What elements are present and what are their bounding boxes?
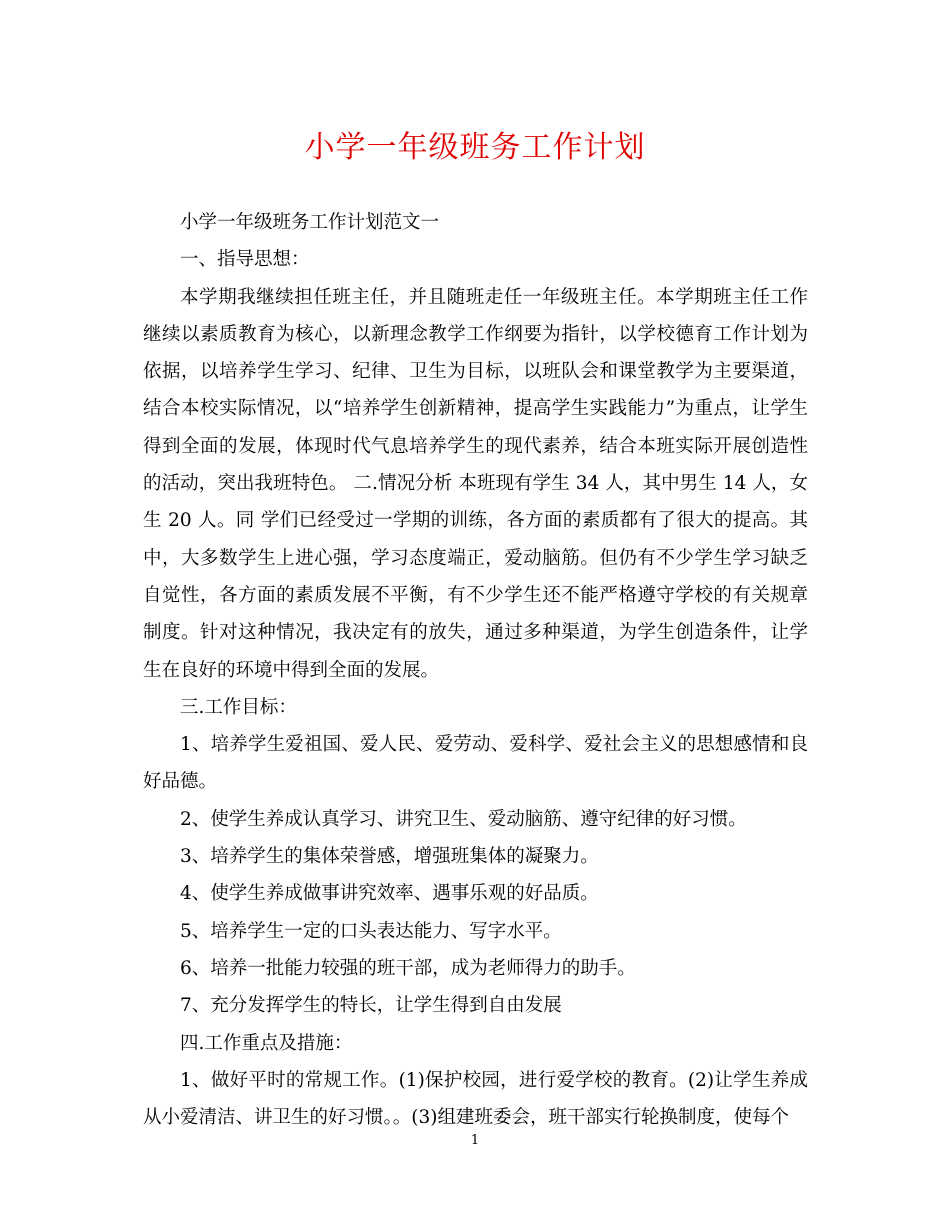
paragraph-goal-4: 4、使学生养成做事讲究效率、遇事乐观的好品质。 [180, 883, 599, 905]
paragraph-measure-1: 1、做好平时的常规工作。(1)保护校园，进行爱学校的教育。(2)让学生养成从小爱清洁、讲卫生的好习惯。。(3)组建班委会，班干部实行轮换制度，使每个 [143, 1069, 808, 1129]
paragraph-body: 本学期我继续担任班主任，并且随班走任一年级班主任。本学期班主任工作继续以素质教育为核心，以新理念教学工作纲要为指针，以学校德育工作计划为依据，以培养学生学习、纪律、卫生为目标，以班队会和课堂教学为主要渠道，结合本校实际情况，以“培养学生创新精神，提高学生实践能力”为重点，让学生得到全面的发展，体现时代气息培养学生的现代素养，结合本班实际开展创造性的活动，突出我班特色。 二.情况分析 本班现有学生 34 人，其中男生 14 人，女生 20 人。同 学们已经受过一学期的训练，各方面的素质都有了很大的提高。其中，大多数学生上进心强，学习态度端正，爱动脑筋。但仍有不少学生学习缺乏自觉性，各方面的素质发展不平衡，有不少学生还不能严格遵守学校的有关规章制度。针对这种情况，我决定有的放失，通过多种渠道，为学生创造条件，让学生在良好的环境中得到全面的发展。 [143, 286, 808, 681]
paragraph-goal-2: 2、使学生养成认真学习、讲究卫生、爱动脑筋、遵守纪律的好习惯。 [180, 808, 747, 830]
page-number: 1 [470, 1133, 480, 1148]
paragraph-goal-1: 1、培养学生爱祖国、爱人民、爱劳动、爱科学、爱社会主义的思想感情和良好品德。 [143, 734, 808, 793]
paragraph-goal-6: 6、培养一批能力较强的班干部，成为老师得力的助手。 [180, 957, 636, 979]
paragraph-section-heading-3: 三.工作目标： [180, 696, 297, 718]
document-title: 小学一年级班务工作计划 [304, 130, 646, 165]
paragraph-goal-5: 5、培养学生一定的口头表达能力、写字水平。 [180, 920, 562, 942]
paragraph-goal-7: 7、充分发挥学生的特长，让学生得到自由发展 [180, 995, 562, 1017]
paragraph-goal-3: 3、培养学生的集体荣誉感，增强班集体的凝聚力。 [180, 846, 599, 868]
document-body [143, 204, 808, 1136]
paragraph-section-heading-4: 四.工作重点及措施： [180, 1032, 353, 1054]
paragraph-section-heading-1: 一、指导思想： [180, 249, 310, 271]
paragraph-subtitle: 小学一年级班务工作计划范文一 [180, 212, 440, 233]
